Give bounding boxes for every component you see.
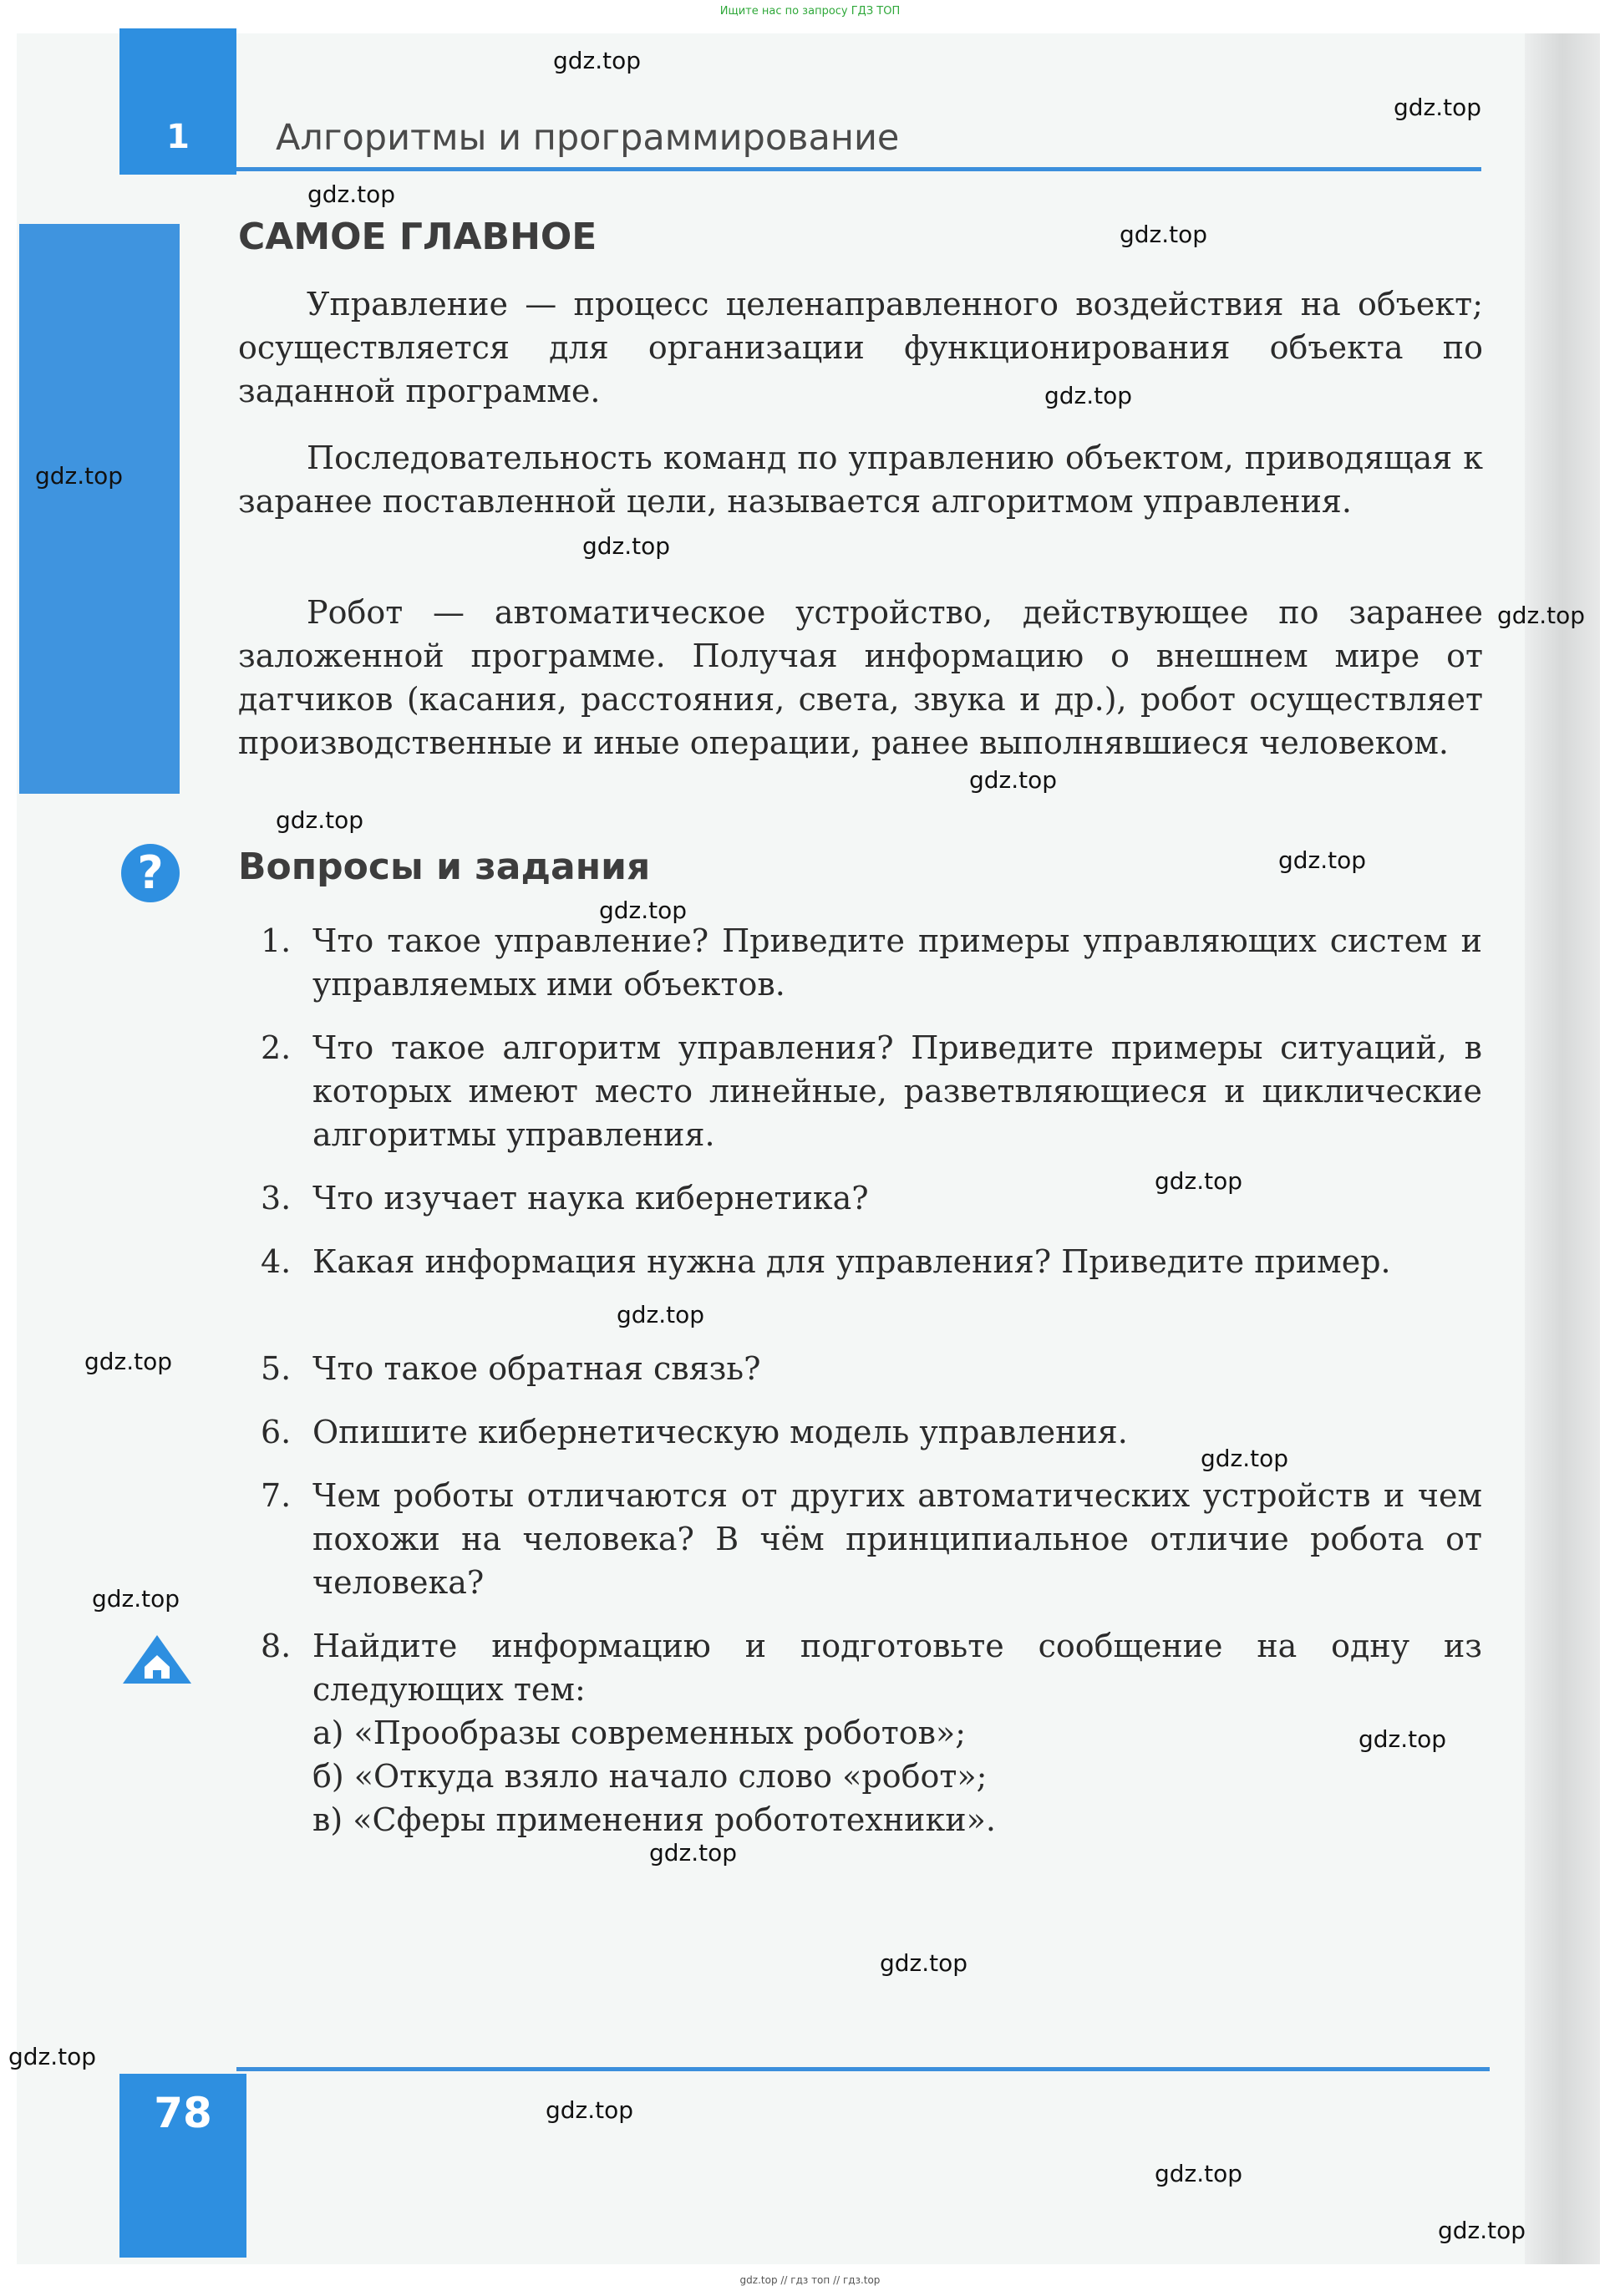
header-rule — [236, 167, 1481, 171]
watermark: gdz.top — [8, 2043, 97, 2070]
watermark: gdz.top — [553, 47, 642, 74]
watermark: gdz.top — [617, 1301, 705, 1328]
question-item — [261, 1624, 1482, 1711]
page-edge-shadow — [1525, 33, 1600, 2264]
watermark: gdz.top — [582, 532, 671, 560]
question-item — [261, 1026, 1482, 1156]
bottom-note: gdz.top // гдз топ // гдз.top — [739, 2274, 881, 2286]
watermark: gdz.top — [1044, 382, 1133, 409]
question-item — [261, 1410, 1482, 1454]
question-item — [261, 1176, 1482, 1220]
watermark: gdz.top — [276, 806, 364, 834]
subitem: б) «Откуда взяло начало слово «робот»; — [312, 1758, 988, 1795]
question-text: Опишите кибернетическую модель управления. — [312, 1414, 1128, 1450]
chapter-number-tab — [119, 28, 236, 175]
paragraph-algorithm: Последовательность команд по управлению объектом, приводящая к заранее поставленной цели, называется алгоритмом управления. — [238, 439, 1483, 520]
page-number-tab — [119, 2074, 246, 2258]
top-note: Ищите нас по запросу ГДЗ ТОП — [719, 5, 901, 18]
question-item — [261, 1474, 1482, 1604]
section-heading-main: САМОЕ ГЛАВНОЕ — [238, 216, 597, 258]
question-text: Что такое алгоритм управления? Приведите примеры ситуаций, в которых имеют место линейные, разветвляющиеся и циклические алгоритмы управления. — [312, 1029, 1482, 1153]
side-accent-bar — [19, 224, 180, 794]
question-text: Что такое управление? Приведите примеры управляющих систем и управляемых ими объектов. — [312, 922, 1482, 1003]
question-icon: ? — [121, 844, 180, 902]
section-heading-questions: Вопросы и задания — [238, 846, 651, 888]
question-number: 8. — [261, 1628, 292, 1664]
watermark: gdz.top — [1155, 2160, 1243, 2187]
chapter-title: Алгоритмы и программирование — [276, 117, 900, 159]
question-text: Какая информация нужна для управления? Приведите пример. — [312, 1243, 1391, 1280]
footer-rule — [236, 2067, 1490, 2071]
watermark: gdz.top — [1438, 2217, 1526, 2244]
subitem: а) «Прообразы современных роботов»; — [312, 1714, 967, 1751]
question-item — [261, 1347, 1482, 1390]
question-number: 3. — [261, 1180, 292, 1217]
watermark: gdz.top — [1497, 602, 1586, 629]
watermark: gdz.top — [1155, 1167, 1243, 1195]
watermark: gdz.top — [92, 1585, 180, 1613]
watermark: gdz.top — [546, 2096, 634, 2124]
watermark: gdz.top — [1358, 1725, 1447, 1753]
question-number: 7. — [261, 1477, 292, 1514]
watermark: gdz.top — [1394, 94, 1482, 121]
watermark: gdz.top — [84, 1348, 173, 1375]
watermark: gdz.top — [307, 180, 396, 208]
question-number: 6. — [261, 1414, 292, 1450]
watermark: gdz.top — [1278, 846, 1367, 874]
question-item — [261, 1240, 1482, 1283]
question-text: Найдите информацию и подготовьте сообщение на одну из следующих тем: — [312, 1628, 1482, 1708]
watermark: gdz.top — [969, 766, 1058, 794]
question-item — [261, 919, 1482, 1006]
question-number: 1. — [261, 922, 292, 959]
chapter-number: 1 — [166, 118, 190, 156]
subitem: в) «Сферы применения робототехники». — [312, 1801, 996, 1838]
question-number: 4. — [261, 1243, 292, 1280]
home-icon — [121, 1633, 193, 1690]
watermark: gdz.top — [1120, 221, 1208, 248]
page-number: 78 — [154, 2089, 212, 2137]
paragraph-robot: Робот — автоматическое устройство, действующее по заранее заложенной программе. Получая информацию о внешнем мире от датчиков (касания, расстояния, света, звука и др.), робот осуществляет производственные и иные операции, ранее выполнявшиеся человеком. — [238, 594, 1483, 761]
watermark: gdz.top — [649, 1839, 738, 1867]
question-number: 2. — [261, 1029, 292, 1066]
question-text: Что такое обратная связь? — [312, 1350, 761, 1387]
watermark: gdz.top — [880, 1949, 968, 1977]
watermark: gdz.top — [1201, 1445, 1289, 1472]
question-text: Чем роботы отличаются от других автоматических устройств и чем похожи на человека? В чём принципиальное отличие робота от человека? — [312, 1477, 1482, 1601]
watermark: gdz.top — [35, 462, 124, 490]
question-text: Что изучает наука кибернетика? — [312, 1180, 869, 1217]
question-number: 5. — [261, 1350, 292, 1387]
watermark: gdz.top — [599, 897, 688, 924]
paragraph-control: Управление — процесс целенаправленного воздействия на объект; осуществляется для организации функционирования объекта по заданной программе. — [238, 286, 1483, 409]
